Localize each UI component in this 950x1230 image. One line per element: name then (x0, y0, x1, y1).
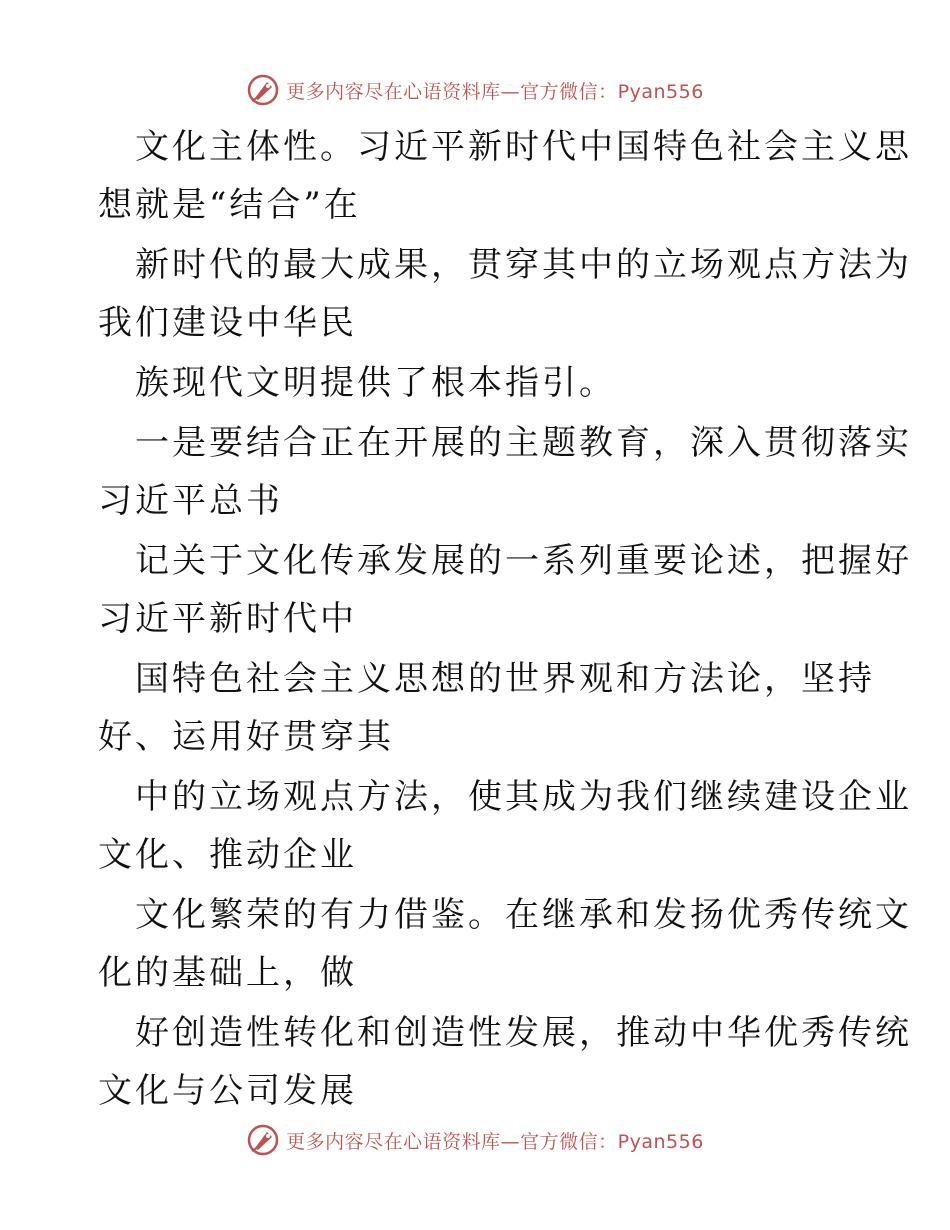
text-line: 文化与公司发展 (98, 1071, 357, 1111)
text-line: 化的基础上，做 (98, 953, 357, 993)
watermark-text: 更多内容尽在心语资料库—官方微信：Pyan556 (286, 1130, 704, 1153)
pen-nib-logo-icon (246, 1123, 280, 1157)
text-line: 国特色社会主义思想的世界观和方法论，坚持 (135, 659, 875, 699)
text-line: 新时代的最大成果，贯穿其中的立场观点方法为 (135, 245, 912, 285)
text-line: 文化繁荣的有力借鉴。在继承和发扬优秀传统文 (135, 895, 912, 935)
text-line: 习近平新时代中 (98, 599, 357, 639)
text-line: 好、运用好贯穿其 (98, 717, 394, 757)
text-line: 一是要结合正在开展的主题教育，深入贯彻落实 (135, 423, 912, 463)
watermark-text: 更多内容尽在心语资料库—官方微信：Pyan556 (286, 80, 704, 103)
text-line: 文化、推动企业 (98, 835, 357, 875)
footer-watermark (0, 1120, 950, 1160)
text-line: 中的立场观点方法，使其成为我们继续建设企业 (135, 777, 912, 817)
pen-nib-logo-icon (246, 73, 280, 107)
text-line: 我们建设中华民 (98, 303, 357, 343)
text-line: 记关于文化传承发展的一系列重要论述，把握好 (135, 541, 912, 581)
text-line: 文化主体性。习近平新时代中国特色社会主义思 (135, 127, 912, 167)
text-line: 族现代文明提供了根本指引。 (135, 363, 616, 403)
text-line: 好创造性转化和创造性发展，推动中华优秀传统 (135, 1013, 912, 1053)
header-watermark (0, 70, 950, 110)
text-line: 想就是“结合”在 (98, 185, 361, 225)
text-line: 习近平总书 (98, 481, 283, 521)
